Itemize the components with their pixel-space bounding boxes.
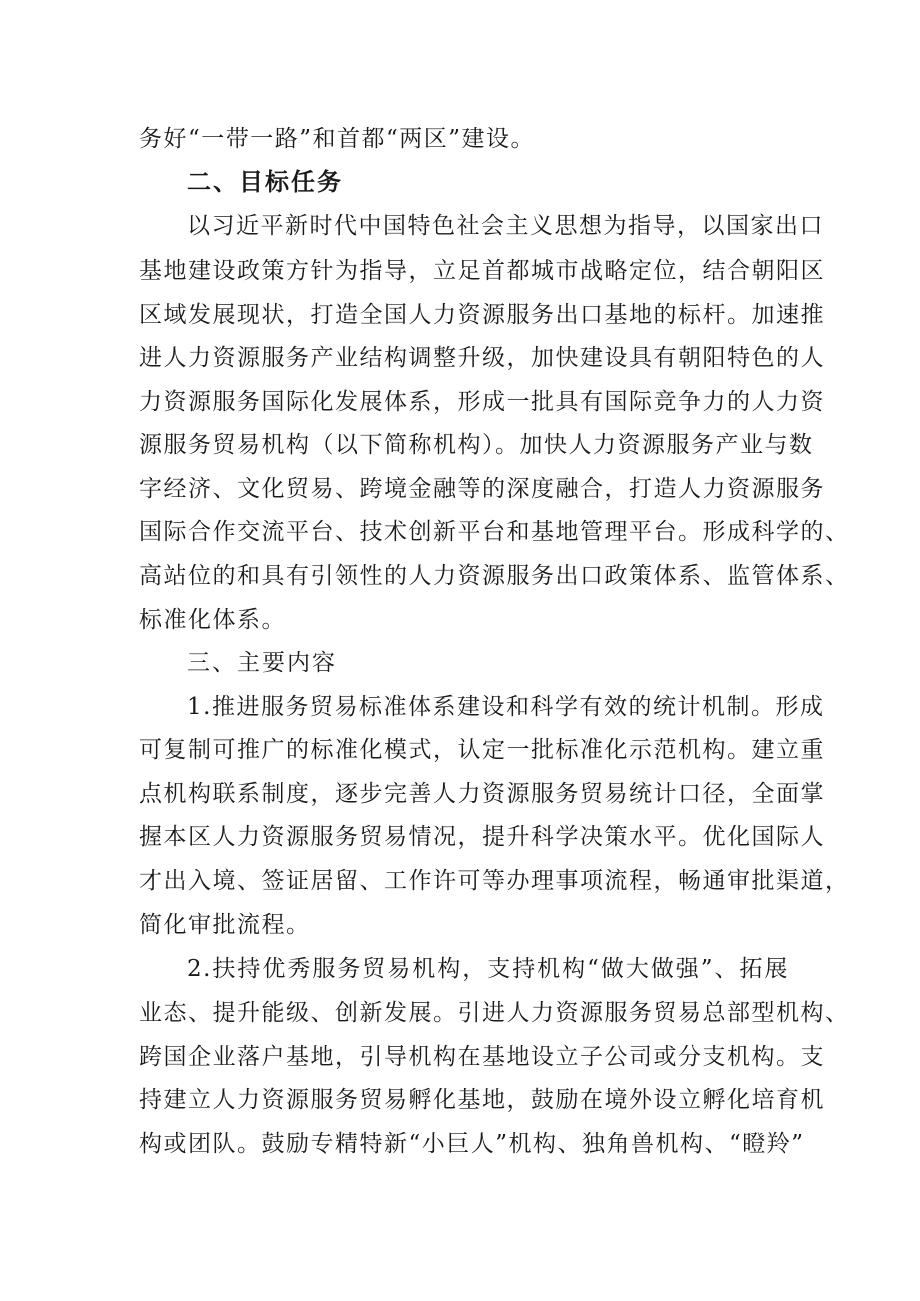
- paragraph-line: 1.推进服务贸易标准体系建设和科学有效的统计机制。形成: [187, 694, 825, 720]
- paragraph-line: 基地建设政策方针为指导，立足首都城市战略定位，结合朝阳区: [139, 258, 825, 284]
- paragraph-line: 国际合作交流平台、技术创新平台和基地管理平台。形成科学的、: [139, 519, 850, 545]
- paragraph-line: 可复制可推广的标准化模式，认定一批标准化示范机构。建立重: [139, 737, 825, 763]
- paragraph-line: 务好“一带一路”和首都“两区”建设。: [139, 126, 536, 152]
- section-heading-goals: 二、目标任务: [187, 168, 343, 196]
- paragraph-line: 高站位的和具有引领性的人力资源服务出口政策体系、监管体系、: [139, 563, 850, 589]
- paragraph-line: 进人力资源服务产业结构调整升级，加快建设具有朝阳特色的人: [139, 345, 825, 371]
- paragraph-line: 力资源服务国际化发展体系，形成一批具有国际竞争力的人力资: [139, 389, 825, 415]
- paragraph-line: 字经济、文化贸易、跨境金融等的深度融合，打造人力资源服务: [139, 476, 825, 502]
- paragraph-line: 持建立人力资源服务贸易孵化基地，鼓励在境外设立孵化培育机: [139, 1087, 825, 1113]
- paragraph-line: 源服务贸易机构（以下简称机构）。加快人力资源服务产业与数: [139, 432, 814, 458]
- paragraph-line: 构或团队。鼓励专精特新“小巨人”机构、独角兽机构、“瞪羚”: [139, 1131, 805, 1157]
- paragraph-line: 握本区人力资源服务贸易情况，提升科学决策水平。优化国际人: [139, 824, 825, 850]
- paragraph-line: 才出入境、签证居留、工作许可等办理事项流程，畅通审批渠道，: [139, 868, 850, 894]
- paragraph-line: 业态、提升能级、创新发展。引进人力资源服务贸易总部型机构、: [139, 1000, 850, 1026]
- paragraph-line: 区域发展现状，打造全国人力资源服务出口基地的标杆。加速推: [139, 302, 825, 328]
- paragraph-line: 标准化体系。: [139, 607, 286, 633]
- section-heading-main-content: 三、主要内容: [187, 650, 337, 676]
- paragraph-line: 以习近平新时代中国特色社会主义思想为指导，以国家出口: [187, 213, 824, 239]
- paragraph-line: 跨国企业落户基地，引导机构在基地设立子公司或分支机构。支: [139, 1044, 825, 1070]
- paragraph-line: 2.扶持优秀服务贸易机构，支持机构“做大做强”、拓展: [187, 956, 789, 982]
- paragraph-line: 简化审批流程。: [139, 912, 311, 938]
- paragraph-line: 点机构联系制度，逐步完善人力资源服务贸易统计口径，全面掌: [139, 781, 825, 807]
